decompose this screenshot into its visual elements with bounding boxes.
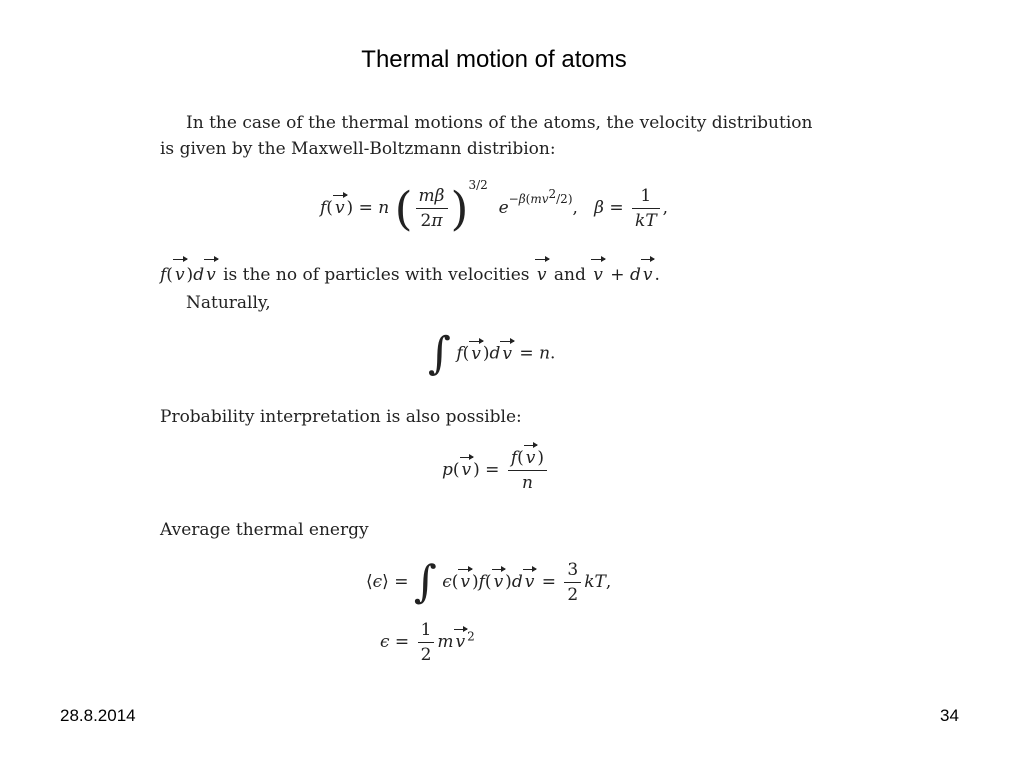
intro-line-2: is given by the Maxwell-Boltzmann distribion: xyxy=(160,139,556,159)
naturally-text: Naturally, xyxy=(186,293,271,313)
average-energy-text: Average thermal energy xyxy=(160,520,369,540)
maxwell-boltzmann-equation: f( v ) = n ( $\frac{m\beta}{2\pi}$ )$^{3/2}$ $e^{-\beta(mv^2/2)}$, β = $\frac{1}{kT}$ , xyxy=(320,178,669,236)
intro-paragraph xyxy=(160,110,812,162)
probability-equation: p( v ) = $\frac{f( v )}{n}$ xyxy=(442,448,550,493)
particles-text: is the no of particles with velocities xyxy=(217,265,535,285)
footer-page-number: 34 xyxy=(940,706,959,725)
energy-definition-equation: ϵ = $\frac{1}{2}$ m v $^2$ xyxy=(380,620,475,665)
and-text: and xyxy=(548,265,592,285)
particles-line: f( v )d v is the no of particles with velocities v and v + d v . xyxy=(160,262,660,288)
slide-title: Thermal motion of atoms xyxy=(361,46,627,73)
probability-text: Probability interpretation is also possible: xyxy=(160,407,522,427)
normalization-equation: ∫ f( v )d v = n. xyxy=(428,328,556,379)
intro-line-1: In the case of the thermal motions of the atoms, the velocity distribution xyxy=(186,113,813,133)
footer-date: 28.8.2014 xyxy=(60,706,136,725)
average-energy-equation: ⟨ϵ⟩ = ∫ ϵ( v )f( v )d v = $\frac{3}{2}$ kT, xyxy=(366,556,612,608)
